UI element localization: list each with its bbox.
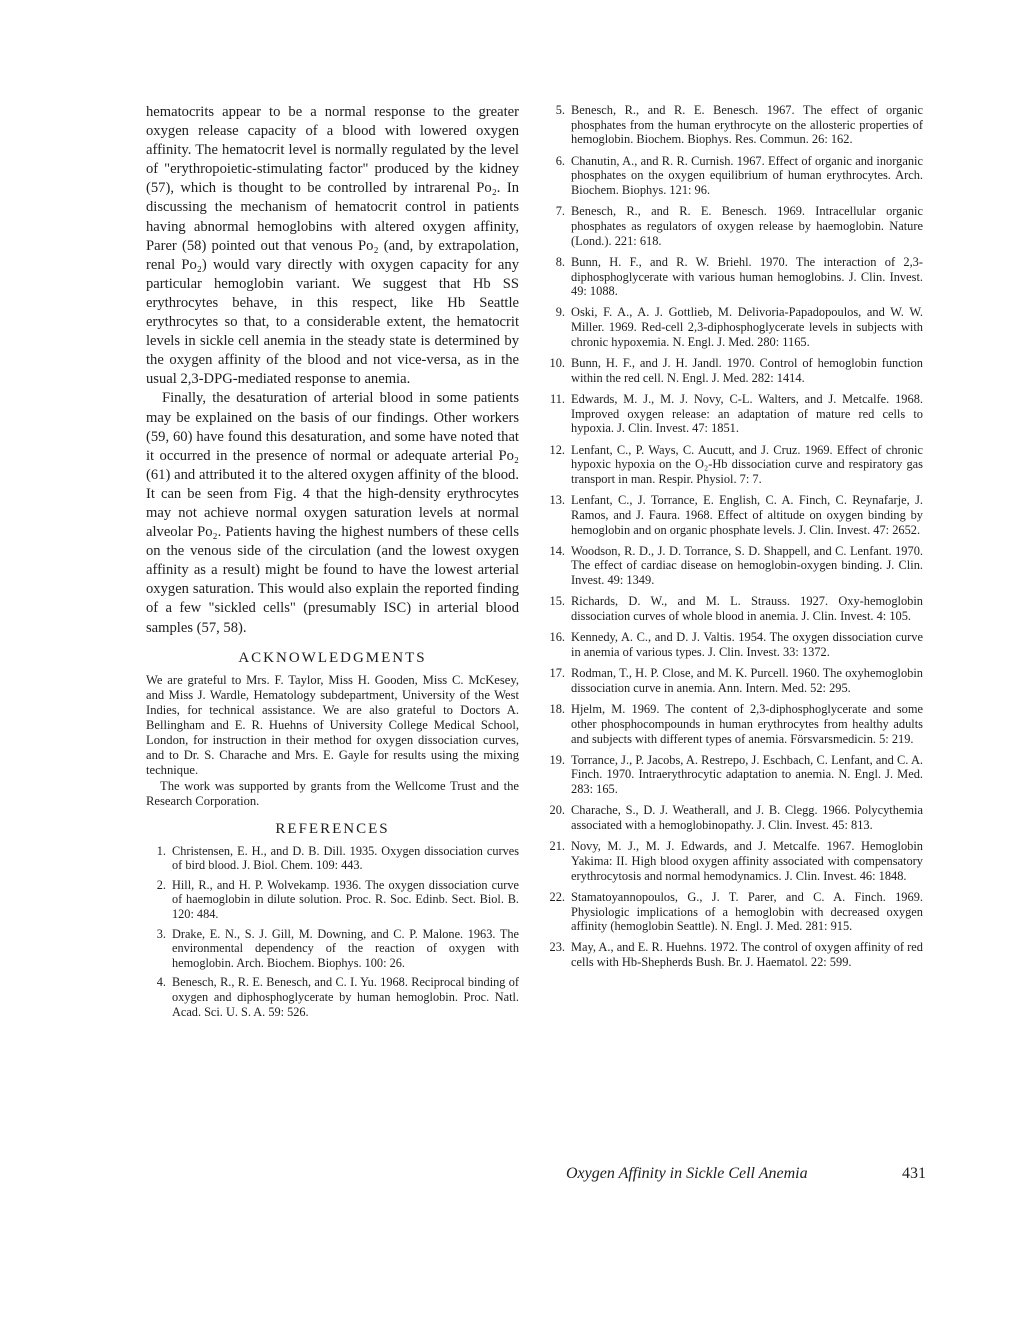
reference-item [545,839,923,883]
reference-number: 1. [156,843,166,858]
reference-text: Rodman, T., H. P. Close, and M. K. Purcell. 1960. The oxyhemoglobin dissociation curve in anemia. Ann. Intern. Med. 52: 295. [571,666,923,695]
reference-number: 15. [549,594,565,609]
reference-text: Richards, D. W., and M. L. Strauss. 1927. Oxy-hemoglobin dissociation curves of whole blood in anemia. J. Clin. Invest. 4: 105. [571,594,923,624]
reference-text: Charache, S., D. J. Weatherall, and J. B. Clegg. 1966. Polycythemia associated with a hemoglobinopathy. J. Clin. Invest. 45: 813. [571,803,923,833]
body-paragraph: Finally, the desaturation of arterial blood in some patients may be explained on the basis of our findings. Other workers (59, 60) have found this desaturation, and some have noted that it occurred in the presence of normal or adequate arterial Po₂ (61) and attributed it to the altered oxygen affinity of the blood. It can be seen from Fig. 4 that the high-density erythrocytes may not achieve normal oxygen saturation levels at normal alveolar Po₂. Patients having the highest numbers of these cells on the venous side of the circulation (and the lowest oxygen affinity as a result) might be found to have the lowest arterial oxygen saturation. This would also explain the reported finding of a few "sickled cells" (presumably ISC) in arterial blood samples (57, 58). [146,390,519,636]
acknowledgments-paragraph: The work was supported by grants from the Wellcome Trust and the Research Corporation. [146,778,519,808]
reference-number: 18. [549,702,565,717]
reference-text: May, A., and E. R. Huehns. 1972. The control of oxygen affinity of red cells with Hb-Shepherds Bush. Br. J. Haematol. 22: 599. [571,940,923,970]
reference-text: Hjelm, M. 1969. The content of 2,3-diphosphoglycerate and some other phosphocompounds in human erythrocytes from healthy adults and subjects with different types of anemia. Försvarsmedicin. 5: 219. [571,702,923,746]
reference-text: Hill, R., and H. P. Wolvekamp. 1936. The oxygen dissociation curve of haemoglobin in dilute solution. Proc. R. Soc. Edinb. Sect. Biol. B. 120: 484. [172,877,519,921]
reference-item [545,594,923,623]
reference-number: 4. [156,975,166,990]
reference-item [545,392,923,436]
references-heading: REFERENCES [275,820,390,837]
reference-text: Lenfant, C., J. Torrance, E. English, C. A. Finch, C. Reynafarje, J. Ramos, and J. Faura. 1968. Effect of altitude on oxygen binding by hemoglobin and on organic phosphate levels. J. Clin. Invest. 47: 2652. [571,493,923,537]
left-column [146,103,519,1024]
reference-text: Kennedy, A. C., and D. J. Valtis. 1954. The oxygen dissociation curve in anemia of various types. J. Clin. Invest. 33: 1372. [571,630,923,659]
reference-text: Bunn, H. F., and J. H. Jandl. 1970. Control of hemoglobin function within the red cell. N. Engl. J. Med. 282: 1414. [571,356,923,385]
reference-number: 5. [555,103,565,117]
reference-text: Benesch, R., and R. E. Benesch. 1969. Intracellular organic phosphates as regulators of oxygen release by haemoglobin. Nature (Lond.). 221: 618. [571,204,923,248]
reference-text: Christensen, E. H., and D. B. Dill. 1935. Oxygen dissociation curves of bird blood. J. Biol. Chem. 109: 443. [172,843,519,873]
reference-number: 20. [549,803,565,818]
reference-number: 13. [549,493,565,508]
reference-item [146,927,519,971]
reference-number: 23. [549,940,565,955]
reference-text: Oski, F. A., A. J. Gottlieb, M. Delivoria-Papadopoulos, and W. W. Miller. 1969. Red-cell 2,3-diphosphoglycerate levels in subjects with chronic hypoxemia. N. Engl. J. Med. 280: 1165. [571,305,923,349]
reference-item [545,154,923,198]
reference-number: 8. [555,254,565,269]
reference-item [545,702,923,746]
reference-number: 3. [156,926,166,941]
reference-text: Novy, M. J., M. J. Edwards, and J. Metcalfe. 1967. Hemoglobin Yakima: II. High blood oxygen affinity associated with compensatory erythrocytosis and normal hemodynamics. J. Clin. Invest. 46: 1848. [571,839,923,883]
reference-number: 19. [549,752,565,767]
reference-item [545,544,923,588]
reference-number: 12. [549,442,565,457]
reference-item [545,255,923,299]
acknowledgments-paragraph: We are grateful to Mrs. F. Taylor, Miss H. Gooden, Miss C. McKesey, and Miss J. Wardle, Hematology subdepartment, University of the West Indies, for technical assistance. We are also grateful to Doctors A. Bellingham and E. R. Huehns of University College Medical School, London, for instruction in their method for oxygen dissociation curves, and to Dr. S. Charache and Mrs. E. Gayle for results using the mixing technique. [146,672,519,777]
reference-item [545,356,923,385]
reference-number: 21. [549,839,565,854]
reference-text: Benesch, R., R. E. Benesch, and C. I. Yu. 1968. Reciprocal binding of oxygen and diphosphoglycerate by human hemoglobin. Proc. Natl. Acad. Sci. U. S. A. 59: 526. [172,975,519,1019]
reference-list [545,103,923,970]
reference-text: Bunn, H. F., and R. W. Briehl. 1970. The interaction of 2,3-diphosphoglycerate with various human hemoglobins. J. Clin. Invest. 49: 1088. [571,254,923,299]
reference-item [146,975,519,1019]
reference-item [146,878,519,922]
reference-item [545,890,923,934]
reference-item [545,305,923,349]
reference-item [545,940,923,969]
body-paragraph: hematocrits appear to be a normal response to the greater oxygen release capacity of a blood with lowered oxygen affinity. The hematocrit level is normally regulated by the level of "erythropoietic-stimulating factor" produced by the kidney (57), which is thought to be controlled by intrarenal Po₂. In discussing the mechanism of hematocrit control in patients having abnormal hemoglobins with altered oxygen affinity, Parer (58) pointed out that venous Po₂ (and, by extrapolation, renal Po₂) would vary directly with oxygen capacity for any particular hemoglobin variant. We suggest that Hb SS erythrocytes behave, in this respect, like Hb Seattle erythrocytes so that, to a considerable extent, the hematocrit levels in sickle cell anemia in the steady state is determined by the oxygen affinity of the blood and not vice-versa, as in the usual 2,3-DPG-mediated response to anemia. [146,104,519,388]
reference-item [545,753,923,797]
reference-text: Edwards, M. J., M. J. Novy, C-L. Walters, and J. Metcalfe. 1968. Improved oxygen release: an adaptation of mature red cells to hypoxia. J. Clin. Invest. 47: 1851. [571,391,923,436]
reference-number: 6. [555,153,565,168]
reference-item [545,443,923,487]
reference-number: 7. [555,204,565,219]
reference-number: 2. [156,877,166,892]
reference-number: 16. [549,630,565,645]
reference-item [545,630,923,659]
reference-number: 17. [549,666,565,681]
reference-list [146,844,519,1020]
reference-number: 14. [549,543,565,558]
reference-text: Drake, E. N., S. J. Gill, M. Downing, and C. P. Malone. 1963. The environmental dependency of the reaction of oxygen with hemoglobin. Arch. Biochem. Biophys. 100: 26. [172,926,519,970]
reference-item [545,204,923,248]
reference-text: Stamatoyannopoulos, G., J. T. Parer, and C. A. Finch. 1969. Physiologic implications of a hemoglobin with decreased oxygen affinity (hemoglobin Seattle). N. Engl. J. Med. 281: 915. [571,889,923,934]
reference-item [545,666,923,695]
reference-number: 22. [549,889,565,904]
reference-text: Benesch, R., and R. E. Benesch. 1967. The effect of organic phosphates from the human erythrocyte on the allosteric properties of hemoglobin. Biochem. Biophys. Res. Commun. 26: 162. [571,103,923,147]
reference-text: Lenfant, C., P. Ways, C. Aucutt, and J. Cruz. 1969. Effect of chronic hypoxic hypoxia on the O₂-Hb dissociation curve and respiratory gas transport in man. Respir. Physiol. 7: 7. [571,442,923,486]
page-number: 431 [902,1165,926,1182]
reference-text: Woodson, R. D., J. D. Torrance, S. D. Shappell, and C. Lenfant. 1970. The effect of cardiac disease on hemoglobin-oxygen binding. J. Clin. Invest. 49: 1349. [571,543,923,588]
reference-item [545,493,923,537]
reference-number: 10. [549,356,565,371]
running-title: Oxygen Affinity in Sickle Cell Anemia [566,1165,808,1182]
right-column [545,103,923,976]
reference-text: Chanutin, A., and R. R. Curnish. 1967. Effect of organic and inorganic phosphates on the oxygen equilibrium of human erythrocytes. Arch. Biochem. Biophys. 121: 96. [571,153,923,198]
reference-item [146,844,519,873]
reference-text: Torrance, J., P. Jacobs, A. Restrepo, J. Eschbach, C. Lenfant, and C. A. Finch. 1970. Intraerythrocytic adaptation to anemia. N. Engl. J. Med. 283: 165. [571,752,923,797]
reference-number: 11. [549,391,565,406]
reference-item [545,103,923,147]
reference-item [545,803,923,832]
reference-number: 9. [555,305,565,320]
acknowledgments-heading: ACKNOWLEDGMENTS [238,649,427,666]
